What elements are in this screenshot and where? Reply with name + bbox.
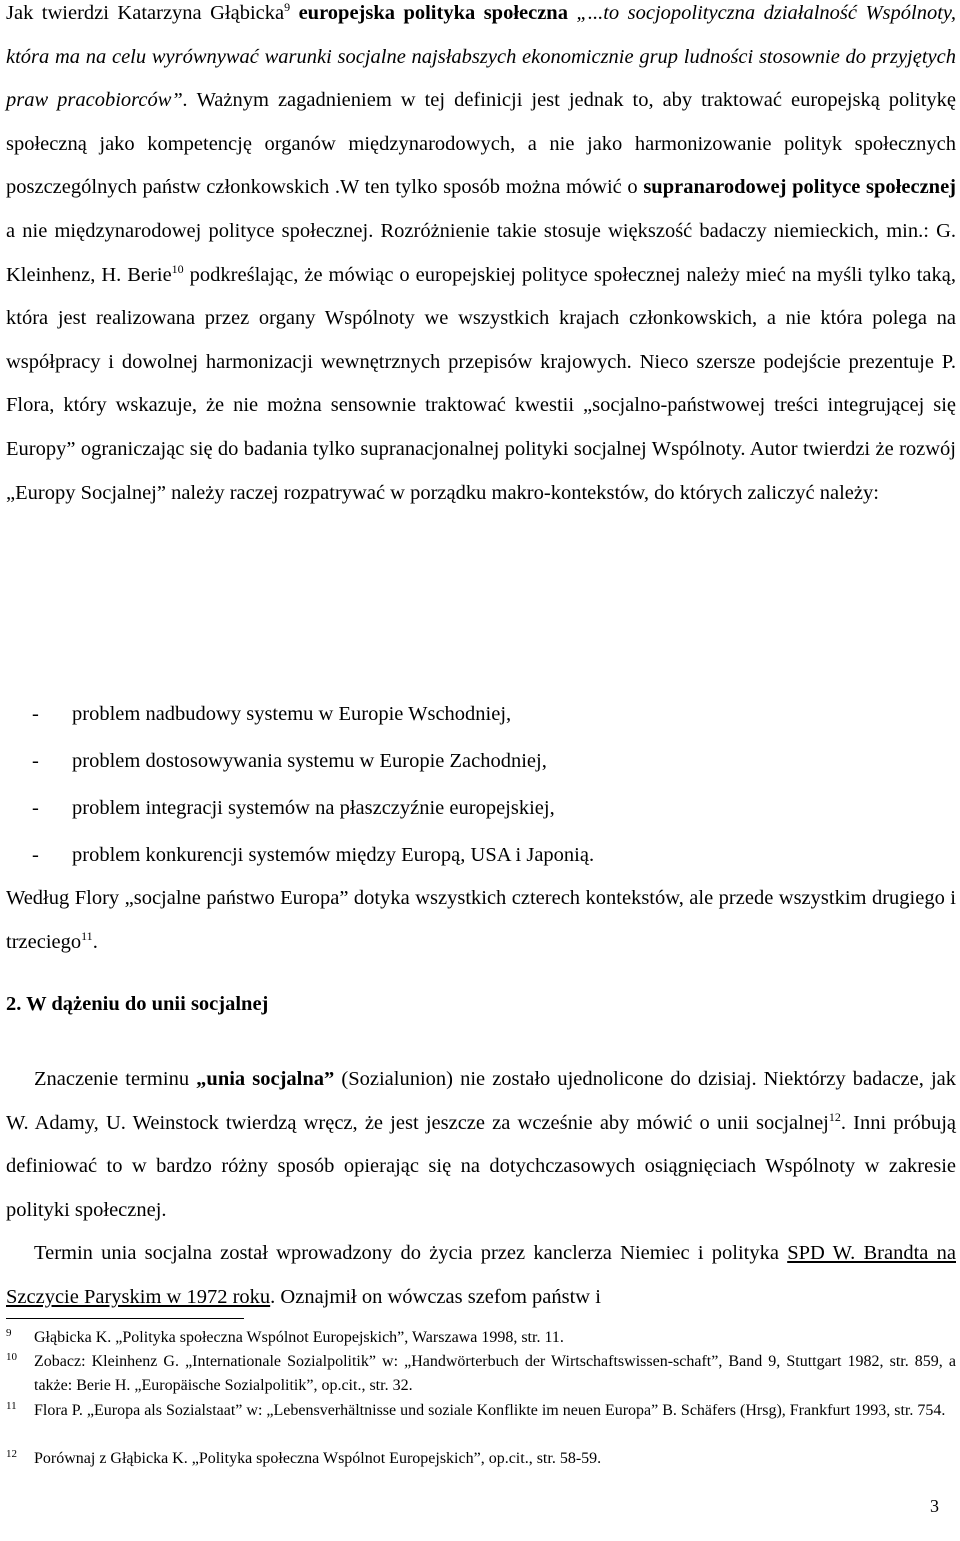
paragraph-unia: [6, 1058, 956, 1232]
footnote-ref[interactable]: 9: [284, 0, 291, 15]
footnote-text: Flora P. „Europa als Sozialstaat” w: „Lebensverhältnisse und soziale Konflikte im neuen Europa” B. Schäfers (Hrsg), Frankfurt 1993, str. 754.: [34, 1402, 946, 1419]
footnote-ref[interactable]: 11: [81, 928, 93, 943]
footnote: [6, 1326, 956, 1350]
text-span: Według Flory „socjalne państwo Europa” dotyka wszystkich czterech kontekstów, ale przede wszystkim drugiego i trzeciego: [6, 887, 956, 953]
footnote: [6, 1399, 956, 1423]
list-item-text: problem integracji systemów na płaszczyźnie europejskiej,: [72, 797, 555, 819]
footnote-divider: [6, 1318, 244, 1319]
footnote-text: Głąbicka K. „Polityka społeczna Wspólnot Europejskich”, Warszawa 1998, str. 11.: [34, 1329, 564, 1346]
footnote-number: 10: [6, 1351, 17, 1363]
underlined-text: SPD W. Brandta na Szczycie Paryskim w 1972 roku: [6, 1242, 956, 1308]
text-span: podkreślając, że mówiąc o europejskiej polityce społecznej należy mieć na myśli tylko taką, która jest realizowana przez organy Wspólnoty we wszystkich krajach członkowskich, a nie która polega na współpracy i dowolnej harmonizacji wewnętrznych przepisów krajowych. Nieco szersze podejście prezentuje P. Flora, który wskazuje, że nie można sensownie traktować kwestii „socjalno-państwowej treści integrującej się Europy” ograniczając się do badania tylko supranacjonalnej polityki socjalnej Wspólnoty. Autor twierdzi że rozwój „Europy Socjalnej” należy raczej rozpatrywać w porządku makro-kontekstów, do których zaliczyć należy:: [6, 263, 956, 504]
list-item-text: problem dostosowywania systemu w Europie Zachodniej,: [72, 750, 547, 772]
list-item: [6, 832, 946, 879]
footnote-ref[interactable]: 10: [171, 261, 184, 276]
text-span: Ważnym zagadnieniem w tej definicji jest jednak to, aby traktować europejską politykę społeczną jako kompetencję organów międzynarodowych, a nie jako harmonizowanie polityk społecznych poszczególnych państw członkowskich .W ten tylko sposób można mówić o: [6, 89, 956, 199]
text-span: . Inni próbują definiować to w bardzo różny sposób opierając się na dotychczasowych osiągnięciach Wspólnoty w zakresie polityki społecznej.: [6, 1111, 956, 1221]
list-dash: -: [32, 703, 39, 725]
bold-term: supranarodowej polityce społecznej: [643, 176, 956, 199]
paragraph-termin: [6, 1232, 956, 1319]
list-item: [6, 785, 946, 832]
text-span: Termin unia socjalna został wprowadzony do życia przez kanclerza Niemiec i polityka: [34, 1242, 788, 1264]
footnote-number: 9: [6, 1327, 12, 1339]
text-span: . Oznajmił on wówczas szefom państw i: [270, 1285, 601, 1308]
list-dash: -: [32, 844, 39, 866]
text-span: .: [92, 930, 98, 953]
list-dash: -: [32, 750, 39, 772]
section-heading: 2. W dążeniu do unii socjalnej: [6, 993, 269, 1015]
text-span: Znaczenie terminu: [34, 1068, 197, 1090]
footnote: [6, 1447, 956, 1471]
text-span: (Sozialunion) nie zostało ujednolicone do dzisiaj. Niektórzy badacze, jak W. Adamy, U. Weinstock twierdzą wręcz, że jest jeszcze za wcześnie aby mówić o unii socjalnej: [6, 1068, 957, 1134]
list-item: [6, 691, 946, 738]
footnote-text: Porównaj z Głąbicka K. „Polityka społeczna Wspólnot Europejskich”, op.cit., str. 58-59.: [34, 1450, 602, 1467]
bold-term: europejska polityka społeczna: [298, 2, 568, 24]
footnote: [6, 1350, 956, 1398]
list-item: [6, 738, 946, 785]
problem-list: [6, 691, 946, 879]
footnote-ref[interactable]: 12: [828, 1109, 841, 1124]
footnote-number: 11: [6, 1400, 17, 1412]
list-item-text: problem nadbudowy systemu w Europie Wschodniej,: [72, 703, 512, 725]
paragraph-flora: [6, 877, 956, 964]
footnote-number: 12: [6, 1448, 17, 1460]
text-span: Jak twierdzi Katarzyna Głąbicka: [6, 2, 285, 24]
bold-term: „unia socjalna”: [196, 1068, 335, 1090]
list-item-text: problem konkurencji systemów między Europą, USA i Japonią.: [72, 844, 595, 866]
footnote-text: Zobacz: Kleinhenz G. „Internationale Sozialpolitik” w: „Handwörterbuch der Wirtschaftswissen-schaft”, Band 9, Stuttgart 1982, str. 859, a także: Berie H. „Europäische Sozialpolitik”, op.cit., str. 32.: [34, 1353, 956, 1394]
page-number: 3: [930, 1496, 939, 1516]
paragraph-definition: [6, 0, 956, 515]
list-dash: -: [32, 797, 39, 819]
italic-quote: „...to socjopolityczna działalność Wspólnoty, która ma na celu wyrównywać warunki socjalne najsłabszych ekonomicznie grup ludności stosownie do przyjętych praw pracobiorców”.: [6, 2, 956, 112]
text-span: a nie międzynarodowej polityce społecznej. Rozróżnienie takie stosuje większość badaczy niemieckich, min.: G. Kleinhenz, H. Berie: [6, 219, 956, 286]
